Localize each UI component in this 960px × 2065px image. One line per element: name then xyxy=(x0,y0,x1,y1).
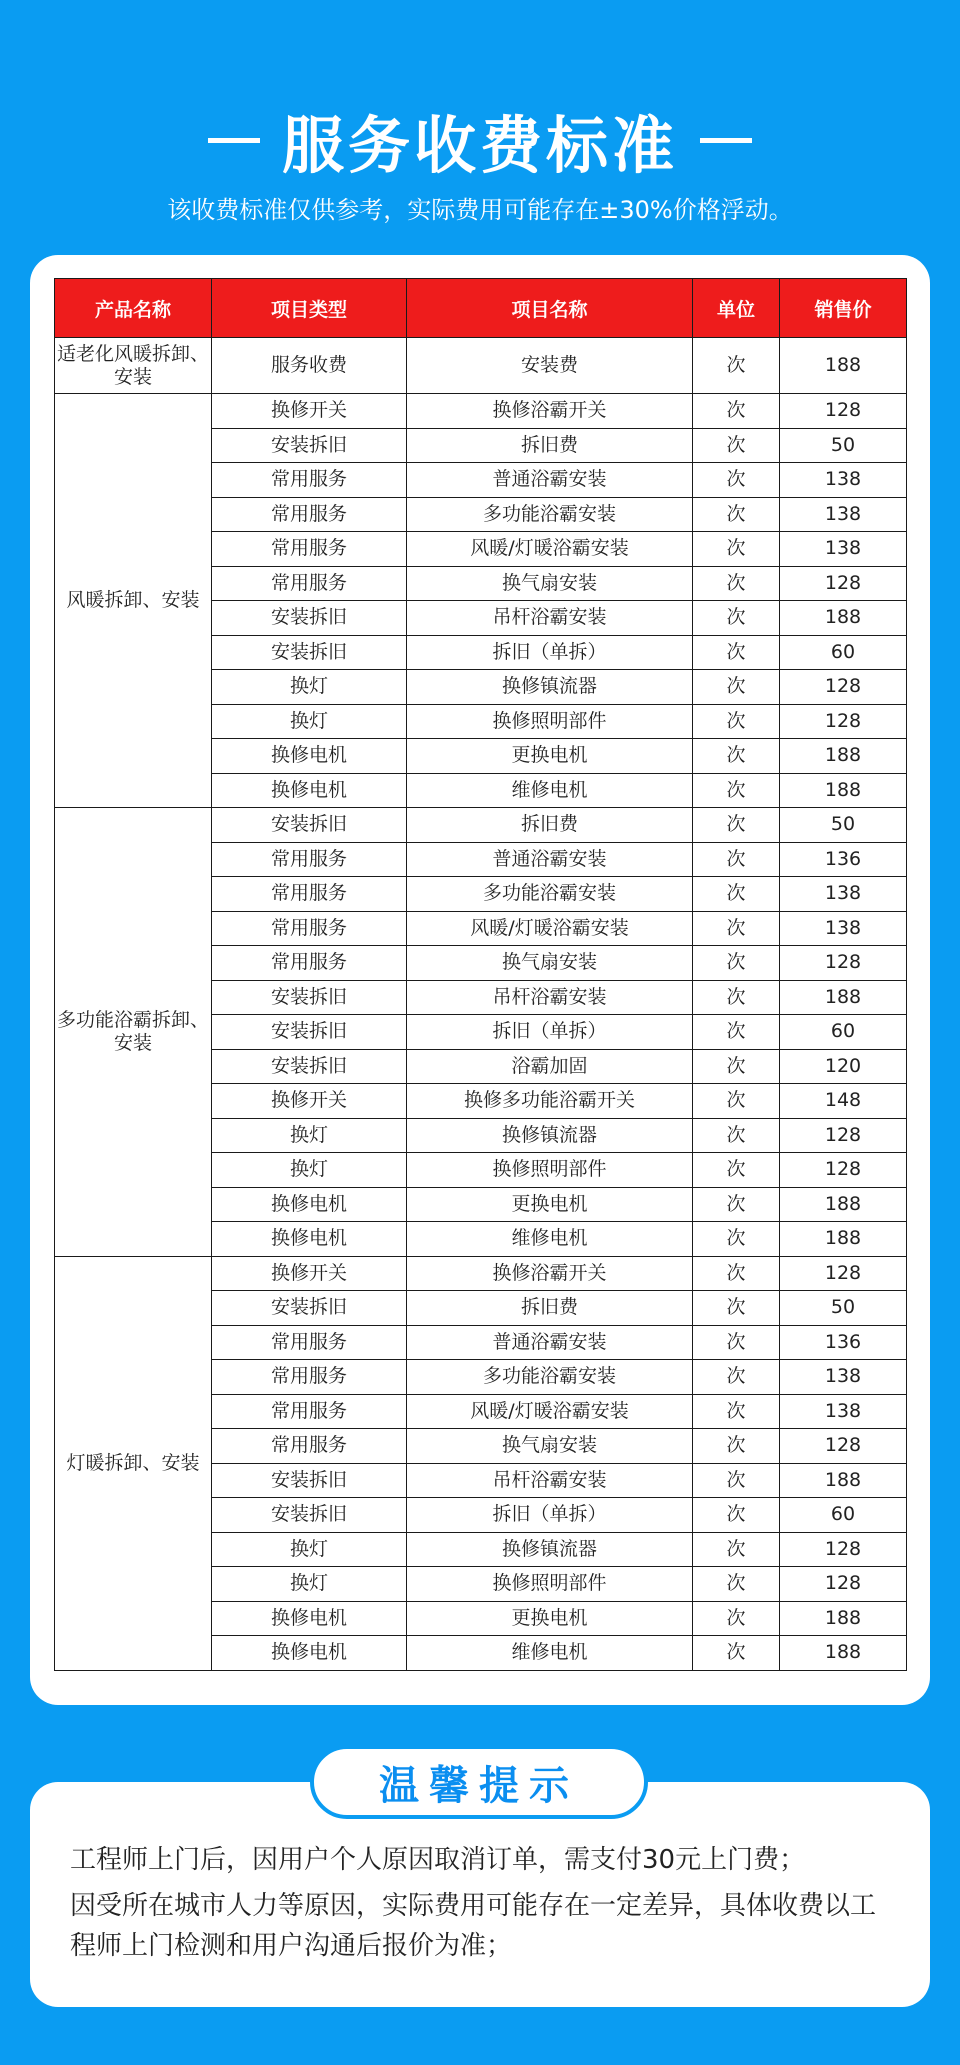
item-type-cell: 安装拆旧 xyxy=(212,1291,407,1326)
price-cell: 138 xyxy=(780,497,907,532)
price-cell: 148 xyxy=(780,1084,907,1119)
tip-line: 工程师上门后，因用户个人原因取消订单，需支付30元上门费； xyxy=(70,1845,806,1875)
unit-cell: 次 xyxy=(693,1049,780,1084)
item-name-cell: 多功能浴霸安装 xyxy=(407,497,693,532)
price-cell: 128 xyxy=(780,670,907,705)
price-cell: 60 xyxy=(780,1498,907,1533)
table-body xyxy=(55,338,907,1671)
price-cell: 188 xyxy=(780,1601,907,1636)
item-name-cell: 普通浴霸安装 xyxy=(407,842,693,877)
unit-cell: 次 xyxy=(693,1394,780,1429)
item-name-cell: 拆旧费 xyxy=(407,428,693,463)
unit-cell: 次 xyxy=(693,532,780,567)
item-name-cell: 更换电机 xyxy=(407,1601,693,1636)
price-cell: 128 xyxy=(780,394,907,429)
item-type-cell: 换修电机 xyxy=(212,773,407,808)
tips-list xyxy=(70,1840,900,1972)
item-type-cell: 换修电机 xyxy=(212,1636,407,1671)
item-name-cell: 更换电机 xyxy=(407,1187,693,1222)
unit-cell: 次 xyxy=(693,497,780,532)
page-header xyxy=(0,0,960,250)
item-type-cell: 安装拆旧 xyxy=(212,1015,407,1050)
price-cell: 136 xyxy=(780,1325,907,1360)
item-name-cell: 换气扇安装 xyxy=(407,946,693,981)
price-cell: 188 xyxy=(780,1463,907,1498)
unit-cell: 次 xyxy=(693,1463,780,1498)
product-name-cell: 灯暖拆卸、安装 xyxy=(55,1256,212,1670)
product-name-cell: 适老化风暖拆卸、安装 xyxy=(55,338,212,394)
item-name-cell: 普通浴霸安装 xyxy=(407,463,693,498)
item-name-cell: 吊杆浴霸安装 xyxy=(407,601,693,636)
table-row xyxy=(55,338,907,394)
item-name-cell: 换修照明部件 xyxy=(407,1567,693,1602)
item-type-cell: 安装拆旧 xyxy=(212,1498,407,1533)
unit-cell: 次 xyxy=(693,1498,780,1533)
item-type-cell: 安装拆旧 xyxy=(212,601,407,636)
item-type-cell: 换修电机 xyxy=(212,1222,407,1257)
price-cell: 188 xyxy=(780,739,907,774)
item-name-cell: 拆旧（单拆） xyxy=(407,1498,693,1533)
unit-cell: 次 xyxy=(693,601,780,636)
item-type-cell: 安装拆旧 xyxy=(212,428,407,463)
tips-badge xyxy=(310,1745,648,1819)
tips-badge-label: 温馨提示 xyxy=(379,1762,579,1809)
item-type-cell: 换灯 xyxy=(212,1532,407,1567)
unit-cell: 次 xyxy=(693,808,780,843)
price-table-card xyxy=(30,255,930,1705)
unit-cell: 次 xyxy=(693,1567,780,1602)
unit-cell: 次 xyxy=(693,704,780,739)
item-type-cell: 安装拆旧 xyxy=(212,808,407,843)
item-name-cell: 拆旧费 xyxy=(407,808,693,843)
price-cell: 120 xyxy=(780,1049,907,1084)
unit-cell: 次 xyxy=(693,1084,780,1119)
price-cell: 188 xyxy=(780,1636,907,1671)
item-name-cell: 拆旧费 xyxy=(407,1291,693,1326)
item-type-cell: 安装拆旧 xyxy=(212,635,407,670)
item-type-cell: 常用服务 xyxy=(212,497,407,532)
item-name-cell: 换修镇流器 xyxy=(407,670,693,705)
price-cell: 128 xyxy=(780,946,907,981)
item-type-cell: 换灯 xyxy=(212,1118,407,1153)
unit-cell: 次 xyxy=(693,338,780,394)
table-row xyxy=(55,1256,907,1291)
price-cell: 128 xyxy=(780,1153,907,1188)
item-type-cell: 常用服务 xyxy=(212,946,407,981)
unit-cell: 次 xyxy=(693,1429,780,1464)
unit-cell: 次 xyxy=(693,1118,780,1153)
price-cell: 188 xyxy=(780,1222,907,1257)
unit-cell: 次 xyxy=(693,911,780,946)
item-name-cell: 换修镇流器 xyxy=(407,1532,693,1567)
unit-cell: 次 xyxy=(693,566,780,601)
item-type-cell: 换灯 xyxy=(212,1567,407,1602)
item-name-cell: 多功能浴霸安装 xyxy=(407,877,693,912)
item-name-cell: 换修浴霸开关 xyxy=(407,394,693,429)
column-header-name: 项目名称 xyxy=(407,279,693,338)
item-type-cell: 换修开关 xyxy=(212,394,407,429)
column-header-unit: 单位 xyxy=(693,279,780,338)
item-name-cell: 维修电机 xyxy=(407,1636,693,1671)
column-header-price: 销售价 xyxy=(780,279,907,338)
page-title: 服务收费标准 xyxy=(281,108,678,182)
column-header-product: 产品名称 xyxy=(55,279,212,338)
unit-cell: 次 xyxy=(693,394,780,429)
unit-cell: 次 xyxy=(693,670,780,705)
item-name-cell: 换修照明部件 xyxy=(407,1153,693,1188)
item-name-cell: 普通浴霸安装 xyxy=(407,1325,693,1360)
item-type-cell: 换修电机 xyxy=(212,739,407,774)
unit-cell: 次 xyxy=(693,980,780,1015)
item-name-cell: 拆旧（单拆） xyxy=(407,1015,693,1050)
price-cell: 128 xyxy=(780,704,907,739)
price-cell: 128 xyxy=(780,1532,907,1567)
unit-cell: 次 xyxy=(693,1636,780,1671)
item-type-cell: 常用服务 xyxy=(212,1360,407,1395)
unit-cell: 次 xyxy=(693,1532,780,1567)
item-name-cell: 风暖/灯暖浴霸安装 xyxy=(407,1394,693,1429)
table-row xyxy=(55,394,907,429)
price-cell: 188 xyxy=(780,773,907,808)
item-type-cell: 常用服务 xyxy=(212,532,407,567)
price-cell: 138 xyxy=(780,532,907,567)
item-type-cell: 常用服务 xyxy=(212,911,407,946)
item-type-cell: 服务收费 xyxy=(212,338,407,394)
price-cell: 136 xyxy=(780,842,907,877)
product-name-cell: 多功能浴霸拆卸、安装 xyxy=(55,808,212,1257)
price-cell: 138 xyxy=(780,877,907,912)
price-cell: 50 xyxy=(780,808,907,843)
item-type-cell: 安装拆旧 xyxy=(212,1463,407,1498)
item-type-cell: 常用服务 xyxy=(212,566,407,601)
unit-cell: 次 xyxy=(693,1291,780,1326)
item-name-cell: 维修电机 xyxy=(407,1222,693,1257)
item-name-cell: 换修照明部件 xyxy=(407,704,693,739)
price-cell: 128 xyxy=(780,566,907,601)
unit-cell: 次 xyxy=(693,428,780,463)
unit-cell: 次 xyxy=(693,842,780,877)
item-type-cell: 常用服务 xyxy=(212,842,407,877)
item-type-cell: 换修开关 xyxy=(212,1256,407,1291)
unit-cell: 次 xyxy=(693,1256,780,1291)
price-cell: 188 xyxy=(780,338,907,394)
item-type-cell: 换修电机 xyxy=(212,1187,407,1222)
price-cell: 128 xyxy=(780,1567,907,1602)
item-name-cell: 换修浴霸开关 xyxy=(407,1256,693,1291)
unit-cell: 次 xyxy=(693,1153,780,1188)
unit-cell: 次 xyxy=(693,1360,780,1395)
unit-cell: 次 xyxy=(693,1222,780,1257)
unit-cell: 次 xyxy=(693,1601,780,1636)
unit-cell: 次 xyxy=(693,463,780,498)
item-type-cell: 换修电机 xyxy=(212,1601,407,1636)
price-table xyxy=(54,278,907,1671)
product-name-cell: 风暖拆卸、安装 xyxy=(55,394,212,808)
item-name-cell: 换气扇安装 xyxy=(407,566,693,601)
unit-cell: 次 xyxy=(693,1015,780,1050)
price-cell: 50 xyxy=(780,1291,907,1326)
price-cell: 128 xyxy=(780,1118,907,1153)
item-type-cell: 常用服务 xyxy=(212,463,407,498)
item-type-cell: 常用服务 xyxy=(212,1429,407,1464)
unit-cell: 次 xyxy=(693,773,780,808)
item-name-cell: 多功能浴霸安装 xyxy=(407,1360,693,1395)
item-type-cell: 常用服务 xyxy=(212,1325,407,1360)
price-cell: 188 xyxy=(780,1187,907,1222)
item-name-cell: 换气扇安装 xyxy=(407,1429,693,1464)
table-header-row xyxy=(55,279,907,338)
title-dash-left xyxy=(208,138,260,143)
item-name-cell: 风暖/灯暖浴霸安装 xyxy=(407,911,693,946)
item-name-cell: 拆旧（单拆） xyxy=(407,635,693,670)
item-type-cell: 换灯 xyxy=(212,670,407,705)
item-type-cell: 安装拆旧 xyxy=(212,980,407,1015)
item-name-cell: 吊杆浴霸安装 xyxy=(407,980,693,1015)
column-header-type: 项目类型 xyxy=(212,279,407,338)
price-cell: 188 xyxy=(780,980,907,1015)
unit-cell: 次 xyxy=(693,635,780,670)
unit-cell: 次 xyxy=(693,1187,780,1222)
item-type-cell: 安装拆旧 xyxy=(212,1049,407,1084)
price-cell: 138 xyxy=(780,1394,907,1429)
price-cell: 128 xyxy=(780,1256,907,1291)
item-type-cell: 换灯 xyxy=(212,704,407,739)
page-subtitle: 该收费标准仅供参考，实际费用可能存在±30%价格浮动。 xyxy=(167,196,793,224)
table-row xyxy=(55,808,907,843)
unit-cell: 次 xyxy=(693,739,780,774)
item-name-cell: 浴霸加固 xyxy=(407,1049,693,1084)
price-cell: 188 xyxy=(780,601,907,636)
item-type-cell: 常用服务 xyxy=(212,877,407,912)
item-type-cell: 换灯 xyxy=(212,1153,407,1188)
price-cell: 138 xyxy=(780,911,907,946)
price-cell: 138 xyxy=(780,463,907,498)
title-row xyxy=(0,95,960,185)
tip-line: 因受所在城市人力等原因，实际费用可能存在一定差异，具体收费以工程师上门检测和用户沟通后报价为准； xyxy=(70,1891,877,1961)
title-dash-right xyxy=(700,138,752,143)
item-type-cell: 常用服务 xyxy=(212,1394,407,1429)
item-name-cell: 安装费 xyxy=(407,338,693,394)
item-name-cell: 换修镇流器 xyxy=(407,1118,693,1153)
price-cell: 138 xyxy=(780,1360,907,1395)
price-cell: 60 xyxy=(780,1015,907,1050)
item-name-cell: 风暖/灯暖浴霸安装 xyxy=(407,532,693,567)
item-type-cell: 换修开关 xyxy=(212,1084,407,1119)
item-name-cell: 换修多功能浴霸开关 xyxy=(407,1084,693,1119)
unit-cell: 次 xyxy=(693,877,780,912)
price-cell: 60 xyxy=(780,635,907,670)
item-name-cell: 更换电机 xyxy=(407,739,693,774)
item-name-cell: 维修电机 xyxy=(407,773,693,808)
unit-cell: 次 xyxy=(693,1325,780,1360)
item-name-cell: 吊杆浴霸安装 xyxy=(407,1463,693,1498)
price-cell: 128 xyxy=(780,1429,907,1464)
unit-cell: 次 xyxy=(693,946,780,981)
price-cell: 50 xyxy=(780,428,907,463)
